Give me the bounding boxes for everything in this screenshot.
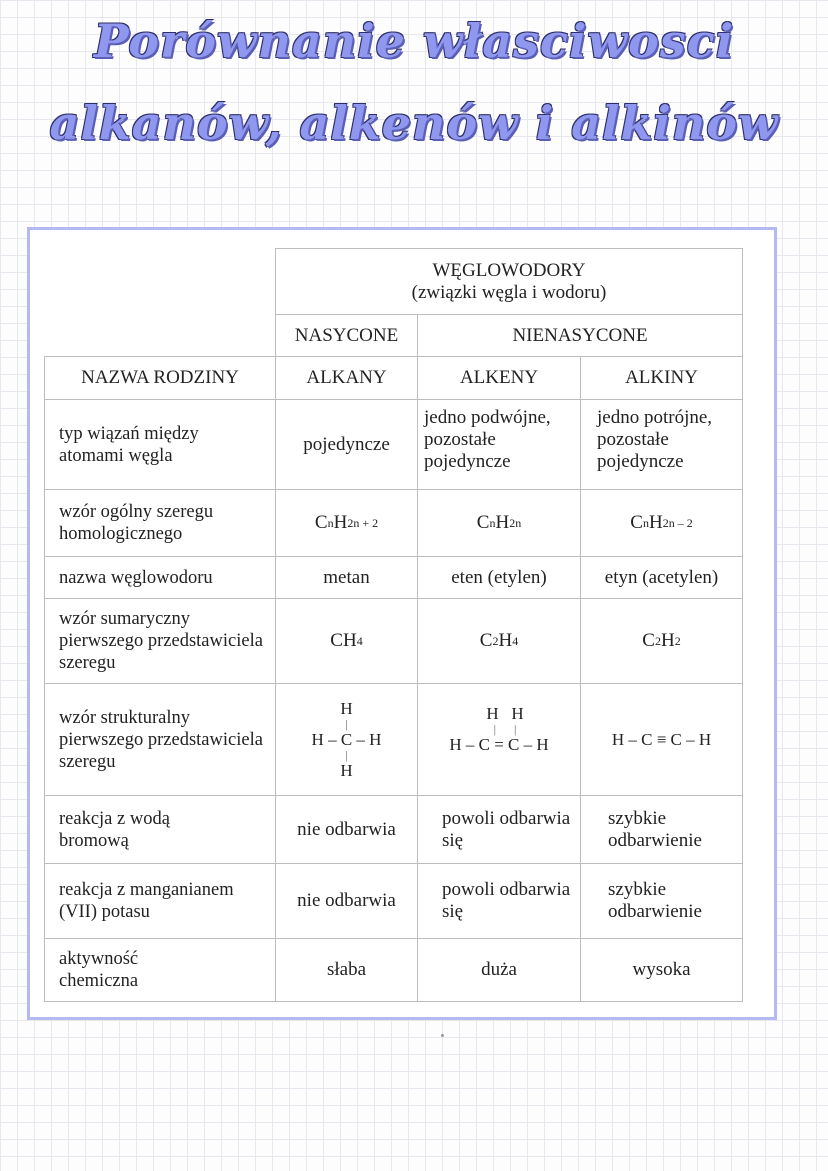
bond-type-alkeny: jedno podwójne, pozostałe pojedyncze bbox=[424, 407, 551, 472]
structural-formula-alkiny: H – C ≡ C – H bbox=[611, 730, 712, 749]
name-alkeny: eten (etylen) bbox=[451, 566, 547, 588]
activity-alkiny: wysoka bbox=[632, 959, 691, 980]
bromine-water-alkany: nie odbarwia bbox=[297, 818, 396, 840]
permanganate-alkiny: szybkie odbarwienie bbox=[608, 879, 702, 922]
header-sub: (związki węgla i wodoru) bbox=[411, 281, 607, 303]
permanganate-alkany: nie odbarwia bbox=[297, 890, 396, 911]
page-title-line-1: Porównanie własciwosci bbox=[93, 14, 735, 68]
row-label-activity: aktywność chemiczna bbox=[59, 949, 139, 991]
general-formula-alkeny: C n H 2n bbox=[476, 512, 522, 533]
page-title-line-2: alkanów, alkenów i alkinów bbox=[49, 96, 779, 150]
molecular-formula-alkany: CH 4 bbox=[330, 630, 363, 651]
row-label-molecular-formula: wzór sumaryczny pierwszego przedstawiciela szeregu bbox=[59, 609, 263, 673]
bond-type-alkany: pojedyncze bbox=[303, 433, 390, 455]
row-label-bromine-water: reakcja z wodą bromową bbox=[59, 808, 170, 851]
bromine-water-alkeny: powoli odbarwia się bbox=[442, 807, 571, 851]
name-alkiny: etyn (acetylen) bbox=[604, 566, 719, 588]
activity-alkany: słaba bbox=[326, 959, 367, 980]
family-alkiny: ALKINY bbox=[625, 367, 698, 388]
stray-dot bbox=[441, 1034, 444, 1037]
row-label-bond-type: typ wiązań między atomami węgla bbox=[59, 423, 199, 466]
general-formula-alkany: C n H 2n + 2 bbox=[314, 512, 379, 533]
family-alkany: ALKANY bbox=[306, 367, 387, 388]
header-hydrocarbons bbox=[276, 249, 742, 314]
bond-type-alkiny: jedno potrójne, pozostałe pojedyncze bbox=[597, 407, 713, 472]
header-unsaturated: NIENASYCONE bbox=[512, 324, 648, 346]
row-label-structural-formula: wzór strukturalny pierwszego przedstawiciela szeregu bbox=[59, 707, 263, 772]
bromine-water-alkiny: szybkie odbarwienie bbox=[608, 807, 702, 851]
header-main: WĘGLOWODORY bbox=[432, 259, 586, 281]
row-label-name: nazwa węglowodoru bbox=[59, 567, 213, 588]
permanganate-alkeny: powoli odbarwia się bbox=[442, 879, 571, 922]
structural-formula-alkany: H | H – C – H | H bbox=[311, 699, 382, 780]
row-label-permanganate: reakcja z manganianem (VII) potasu bbox=[59, 880, 234, 922]
structural-formula-alkeny: H H | | H – C = C – H bbox=[449, 703, 549, 754]
molecular-formula-alkeny: C 2 H 4 bbox=[479, 630, 519, 651]
family-alkeny: ALKENY bbox=[459, 367, 539, 388]
activity-alkeny: duża bbox=[481, 959, 517, 980]
general-formula-alkiny: C n H 2n – 2 bbox=[630, 512, 693, 533]
header-saturated: NASYCONE bbox=[294, 324, 399, 346]
row-label-general-formula: wzór ogólny szeregu homologicznego bbox=[59, 502, 214, 544]
family-label: NAZWA RODZINY bbox=[81, 367, 239, 388]
name-alkany: metan bbox=[323, 566, 370, 588]
molecular-formula-alkiny: C 2 H 2 bbox=[642, 630, 681, 651]
